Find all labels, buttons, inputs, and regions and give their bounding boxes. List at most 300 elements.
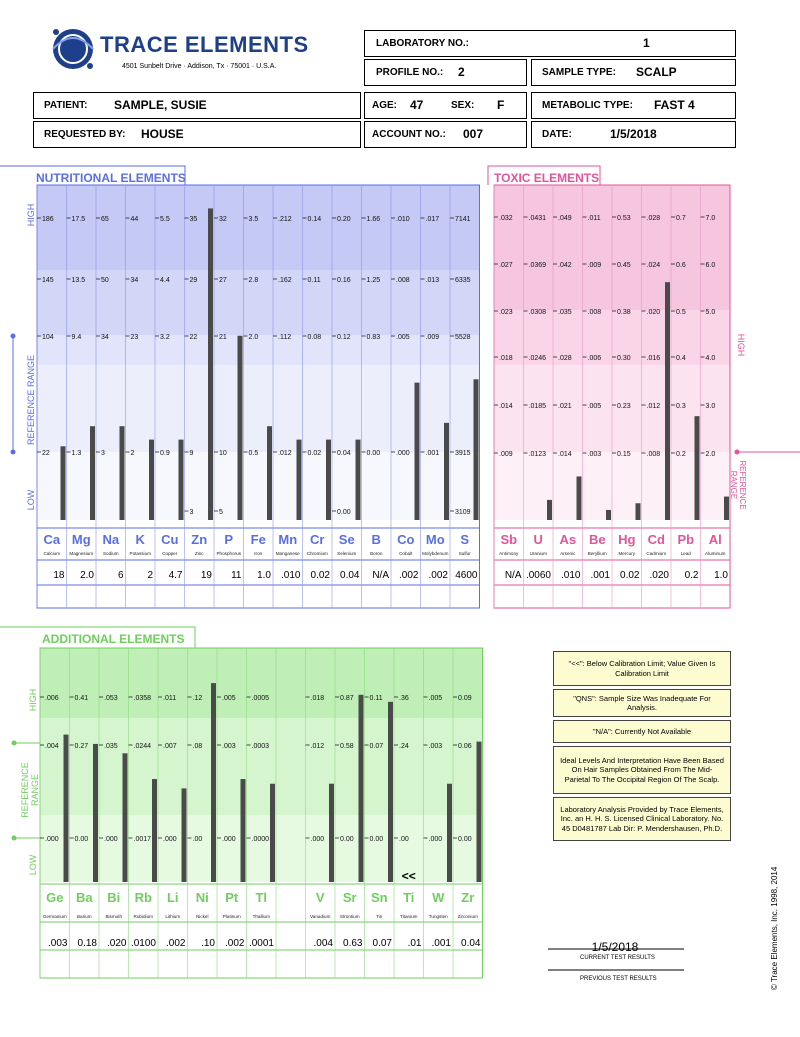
- toxic-tick-label: .016: [646, 355, 661, 362]
- nutritional-tick-label: 0.12: [337, 334, 351, 341]
- additional-bar: [447, 784, 452, 882]
- element-name: Magnesium: [69, 551, 94, 556]
- element-name: Molybdenum: [422, 551, 449, 556]
- toxic-tick-label: 6.0: [705, 262, 716, 269]
- nutritional-tick-label: 104: [42, 334, 54, 341]
- nutritional-bar: [415, 383, 420, 520]
- element-symbol: Mg: [71, 532, 91, 547]
- element-symbol: Pb: [677, 532, 695, 547]
- toxic-tick-label: 0.7: [676, 215, 686, 222]
- element-result: .010: [281, 570, 301, 581]
- additional-band: [40, 648, 483, 718]
- toxic-tick-label: .008: [646, 451, 661, 458]
- element-name: Antimony: [499, 551, 519, 556]
- additional-bar: [329, 784, 334, 882]
- nutritional-tick-label: 0.00: [337, 509, 351, 516]
- element-symbol: Ni: [195, 890, 209, 905]
- additional-range-label: REFERENCE: [20, 762, 30, 818]
- nutritional-tick-label: 9.4: [71, 334, 82, 341]
- nutritional-band: [37, 185, 480, 270]
- toxic-tick-label: .018: [499, 355, 513, 362]
- toxic-tick-label: .009: [499, 451, 513, 458]
- additional-tick-label: .0017: [133, 836, 152, 843]
- element-symbol: Zn: [191, 532, 208, 547]
- element-result: 2: [147, 570, 153, 581]
- element-result: .020: [649, 570, 669, 581]
- nutritional-tick-label: 3: [101, 450, 105, 457]
- element-name: Mercury: [618, 551, 636, 556]
- toxic-tick-label: .005: [587, 403, 602, 410]
- sex-value: F: [497, 98, 505, 112]
- nutritional-tick-label: 2.0: [248, 334, 259, 341]
- element-result: .001: [590, 570, 610, 581]
- nutritional-tick-label: 0.16: [337, 277, 351, 284]
- toxic-range-dot: [735, 450, 740, 455]
- additional-bar: [359, 695, 364, 882]
- element-symbol: Co: [397, 532, 415, 547]
- toxic-bar: [665, 282, 670, 520]
- nutritional-tick-label: 3: [189, 509, 194, 516]
- additional-tick-label: .005: [222, 695, 236, 702]
- additional-band: [40, 815, 483, 882]
- element-symbol: As: [559, 532, 577, 547]
- additional-tick-label: 0.00: [340, 836, 354, 843]
- nutritional-bar: [267, 426, 272, 520]
- element-name: Iron: [254, 551, 263, 556]
- element-name: Bismuth: [105, 914, 123, 919]
- element-symbol: Al: [708, 532, 722, 547]
- additional-bar: [123, 753, 128, 882]
- below-calibration-mark: <<: [401, 869, 416, 883]
- element-result: 0.04: [461, 938, 481, 949]
- nutritional-bar: [297, 440, 302, 520]
- additional-tick-label: .011: [163, 695, 177, 702]
- element-name: Chromium: [306, 551, 328, 556]
- toxic-tick-label: 0.5: [676, 309, 686, 316]
- copyright: © Trace Elements, Inc. 1998, 2014: [770, 866, 779, 990]
- element-name: Arsenic: [560, 551, 576, 556]
- toxic-tick-label: .003: [587, 451, 602, 458]
- nutritional-tick-label: .008: [396, 277, 410, 284]
- element-name: Copper: [162, 551, 178, 556]
- lab-no-label: LABORATORY NO.:: [376, 38, 469, 49]
- element-symbol: Mn: [278, 532, 298, 547]
- additional-tick-label: .003: [428, 743, 443, 750]
- element-symbol: B: [371, 532, 381, 547]
- additional-tick-label: .00: [192, 836, 203, 843]
- element-name: Titanium: [400, 914, 418, 919]
- age-value: 47: [410, 98, 424, 112]
- toxic-tick-label: .028: [646, 215, 661, 222]
- element-name: Strontium: [339, 914, 360, 919]
- nutritional-tick-label: 34: [130, 277, 139, 284]
- nutritional-tick-label: .212: [278, 216, 292, 223]
- nutritional-tick-label: 1.25: [366, 277, 381, 284]
- nutritional-range-dot: [11, 450, 16, 455]
- toxic-bar: [547, 500, 552, 520]
- company-address: 4501 Sunbelt Drive · Addison, Tx · 75001 · U.S.A.: [122, 63, 277, 70]
- nutritional-tick-label: .010: [396, 216, 410, 223]
- toxic-tick-label: .035: [558, 309, 572, 316]
- element-result: .002: [166, 938, 186, 949]
- toxic-tick-label: .006: [587, 355, 602, 362]
- additional-tick-label: 0.00: [369, 836, 384, 843]
- element-name: Selenium: [337, 551, 357, 556]
- element-name: Tungsten: [428, 914, 448, 919]
- note-qns: "QNS": Sample Size Was Inadequate For Analysis.: [553, 689, 731, 717]
- toxic-tick-label: .028: [558, 355, 572, 362]
- element-result: .001: [431, 938, 451, 949]
- metabolic-value: FAST 4: [654, 98, 695, 112]
- nutritional-tick-label: 13.5: [71, 277, 86, 284]
- additional-tick-label: 0.07: [369, 743, 384, 750]
- element-name: Aluminum: [705, 551, 726, 556]
- additional-tick-label: .0000: [251, 836, 270, 843]
- additional-tick-label: .035: [104, 743, 118, 750]
- toxic-bar: [695, 416, 700, 520]
- additional-high-label: HIGH: [28, 688, 38, 712]
- additional-tick-label: .0003: [251, 743, 270, 750]
- element-result: .10: [201, 938, 215, 949]
- nutritional-tick-label: 0.08: [307, 334, 322, 341]
- toxic-tick-label: 0.4: [676, 355, 686, 362]
- requested-label: REQUESTED BY:: [44, 129, 126, 140]
- additional-tick-label: .004: [45, 743, 59, 750]
- element-name: Lithium: [165, 914, 181, 919]
- nutritional-tick-label: 3.5: [248, 216, 259, 223]
- additional-tick-label: 0.58: [340, 743, 354, 750]
- nutritional-tick-label: 1.66: [366, 216, 381, 223]
- nutritional-tick-label: 50: [101, 277, 109, 284]
- toxic-tick-label: .020: [646, 309, 661, 316]
- nutritional-tick-label: 22: [42, 450, 50, 457]
- additional-bar: [64, 735, 69, 882]
- element-result: 4.7: [168, 570, 183, 581]
- additional-tick-label: 0.09: [458, 695, 472, 702]
- additional-band: [40, 718, 483, 815]
- element-name: Thallium: [252, 914, 270, 919]
- nutritional-tick-label: .012: [278, 450, 292, 457]
- element-symbol: Zr: [461, 890, 475, 905]
- toxic-bar: [724, 497, 729, 520]
- toxic-tick-label: .0431: [528, 215, 547, 222]
- nutritional-tick-label: 2.8: [248, 277, 259, 284]
- nutritional-tick-label: 23: [130, 334, 139, 341]
- toxic-tick-label: .032: [499, 215, 513, 222]
- element-result: 0.2: [684, 570, 699, 581]
- element-name: Zirconium: [457, 914, 478, 919]
- toxic-tick-label: 0.15: [617, 451, 631, 458]
- nutritional-bar: [326, 440, 331, 520]
- element-symbol: Li: [166, 890, 179, 905]
- toxic-tick-label: .0185: [528, 403, 547, 410]
- account-label: ACCOUNT NO.:: [372, 129, 446, 140]
- element-result: .020: [107, 938, 127, 949]
- nutritional-tick-label: 5: [219, 509, 223, 516]
- element-symbol: Na: [102, 532, 120, 547]
- toxic-tick-label: 4.0: [705, 355, 716, 362]
- nutritional-tick-label: .013: [425, 277, 440, 284]
- nutritional-tick-label: 145: [42, 277, 54, 284]
- sample-type-label: SAMPLE TYPE:: [542, 67, 616, 78]
- nutritional-tick-label: 1.3: [71, 450, 82, 457]
- additional-tick-label: .000: [104, 836, 118, 843]
- element-result: .01: [407, 938, 422, 949]
- nutritional-tick-label: 22: [189, 334, 198, 341]
- element-name: Cadmium: [646, 551, 667, 556]
- nutritional-tick-label: 65: [101, 216, 109, 223]
- element-result: 0.02: [310, 570, 330, 581]
- element-result: .004: [313, 938, 333, 949]
- element-result: 6: [117, 570, 124, 581]
- additional-tick-label: .000: [428, 836, 443, 843]
- element-name: Tin: [376, 914, 383, 919]
- element-symbol: S: [460, 532, 470, 547]
- element-symbol: V: [315, 890, 325, 905]
- additional-tick-label: .007: [163, 743, 177, 750]
- additional-range-dot: [12, 836, 17, 841]
- nutritional-tick-label: .162: [278, 277, 292, 284]
- toxic-title: TOXIC ELEMENTS: [494, 171, 600, 185]
- additional-tick-label: .08: [192, 743, 203, 750]
- additional-tick-label: 0.00: [74, 836, 89, 843]
- nutritional-tick-label: .112: [278, 334, 292, 341]
- nutritional-tick-label: 34: [101, 334, 109, 341]
- nutritional-tick-label: 0.5: [248, 450, 259, 457]
- additional-tick-label: .0358: [133, 695, 152, 702]
- nutritional-tick-label: 0.11: [307, 277, 321, 284]
- logo-emblem-icon: [48, 22, 98, 74]
- additional-tick-label: .006: [45, 695, 59, 702]
- element-result: .010: [561, 570, 581, 581]
- element-name: Boron: [370, 551, 383, 556]
- additional-bar: [270, 784, 275, 882]
- nutritional-tick-label: 0.00: [366, 450, 381, 457]
- toxic-tick-label: 2.0: [705, 451, 716, 458]
- element-symbol: Rb: [134, 890, 152, 905]
- toxic-tick-label: 5.0: [705, 309, 716, 316]
- additional-tick-label: 0.41: [74, 695, 89, 702]
- element-result: .0060: [525, 570, 551, 581]
- additional-range-dot: [12, 741, 17, 746]
- nutritional-tick-label: 5528: [455, 334, 471, 341]
- nutritional-tick-label: .017: [425, 216, 440, 223]
- additional-tick-label: .00: [399, 836, 409, 843]
- nutritional-tick-label: 5.5: [160, 216, 170, 223]
- nutritional-tick-label: 17.5: [71, 216, 86, 223]
- element-name: Lead: [680, 551, 691, 556]
- toxic-tick-label: .0246: [528, 355, 547, 362]
- age-label: AGE:: [372, 100, 397, 111]
- additional-tick-label: .24: [399, 743, 409, 750]
- additional-tick-label: .36: [399, 695, 409, 702]
- date-value: 1/5/2018: [610, 127, 657, 141]
- element-name: Sulfur: [458, 551, 471, 556]
- additional-low-label: LOW: [28, 854, 38, 876]
- additional-tick-label: .000: [45, 836, 59, 843]
- nutritional-tick-label: 3.2: [160, 334, 170, 341]
- element-name: Sodium: [102, 551, 119, 556]
- element-result: 0.18: [77, 938, 97, 949]
- nutritional-tick-label: 3915: [455, 450, 471, 457]
- toxic-tick-label: .049: [558, 215, 572, 222]
- element-symbol: U: [533, 532, 543, 547]
- additional-tick-label: 0.06: [458, 743, 472, 750]
- additional-bar: [388, 702, 393, 882]
- nutritional-tick-label: .001: [425, 450, 440, 457]
- additional-tick-label: .0005: [251, 695, 270, 702]
- additional-bar: [241, 779, 246, 882]
- nutritional-tick-label: 4.4: [160, 277, 170, 284]
- element-symbol: K: [135, 532, 145, 547]
- toxic-tick-label: 3.0: [705, 403, 716, 410]
- element-result: 11: [231, 570, 242, 581]
- element-name: Nickel: [195, 914, 209, 919]
- nutritional-bar: [238, 336, 243, 520]
- additional-tick-label: .003: [222, 743, 236, 750]
- toxic-tick-label: .0123: [528, 451, 547, 458]
- account-value: 007: [463, 127, 484, 141]
- toxic-tick-label: 0.38: [617, 309, 631, 316]
- additional-tick-label: 0.87: [340, 695, 354, 702]
- element-name: Potassium: [129, 551, 151, 556]
- nutritional-range-label: REFERENCE RANGE: [26, 354, 36, 446]
- nutritional-band: [37, 365, 480, 452]
- toxic-tick-label: 0.3: [676, 403, 686, 410]
- nutritional-tick-label: .000: [396, 450, 410, 457]
- element-result: 0.07: [372, 938, 392, 949]
- nutritional-tick-label: .009: [425, 334, 440, 341]
- element-symbol: Be: [588, 532, 606, 547]
- company-name: TRACE ELEMENTS: [100, 32, 309, 57]
- nutritional-low-label: LOW: [26, 489, 36, 511]
- nutritional-bar: [444, 423, 449, 520]
- toxic-tick-label: .012: [646, 403, 661, 410]
- element-result: 19: [200, 570, 212, 581]
- nutritional-bar: [120, 426, 125, 520]
- element-symbol: Se: [338, 532, 355, 547]
- nutritional-band: [37, 452, 480, 520]
- toxic-tick-label: .021: [558, 403, 572, 410]
- toxic-tick-label: .024: [646, 262, 661, 269]
- element-result: 18: [53, 570, 65, 581]
- element-symbol: Pt: [225, 890, 239, 905]
- company-logo: [48, 22, 309, 82]
- nutritional-tick-label: 35: [189, 216, 198, 223]
- element-symbol: P: [224, 532, 234, 547]
- note-laboratory: Laboratory Analysis Provided by Trace Elements, Inc. an H. H. S. Licensed Clinical Laboratory. No. 45 D0481787 Lab Dir: P. Mendershausen, Ph.D.: [553, 797, 731, 841]
- toxic-tick-label: .009: [587, 262, 602, 269]
- element-name: Vanadium: [310, 914, 331, 919]
- toxic-tick-label: .027: [499, 262, 513, 269]
- nutritional-tick-label: 0.04: [337, 450, 351, 457]
- toxic-high-label: HIGH: [736, 333, 746, 357]
- element-result: .002: [399, 570, 419, 581]
- element-result: .003: [48, 938, 68, 949]
- additional-tick-label: 0.00: [458, 836, 472, 843]
- nutritional-tick-label: 10: [219, 450, 227, 457]
- element-result: N/A: [372, 570, 389, 581]
- element-name: Cobalt: [399, 551, 413, 556]
- additional-tick-label: .12: [192, 695, 203, 702]
- toxic-tick-label: .014: [558, 451, 572, 458]
- element-symbol: Cu: [161, 532, 179, 547]
- element-result: 0.04: [340, 570, 360, 581]
- toxic-bar: [606, 510, 611, 520]
- element-result: 1.0: [257, 570, 271, 581]
- additional-tick-label: .000: [222, 836, 236, 843]
- patient-label: PATIENT:: [44, 100, 88, 111]
- nutritional-bar: [208, 208, 213, 520]
- toxic-tick-label: .023: [499, 309, 513, 316]
- additional-tick-label: 0.11: [369, 695, 383, 702]
- additional-tick-label: .012: [310, 743, 325, 750]
- toxic-tick-label: .014: [499, 403, 513, 410]
- nutritional-tick-label: 6335: [455, 277, 471, 284]
- toxic-tick-label: .008: [587, 309, 602, 316]
- element-name: Phosphorus: [216, 551, 242, 556]
- element-name: Rubidium: [133, 914, 153, 919]
- toxic-tick-label: .0369: [528, 262, 547, 269]
- element-symbol: Ti: [403, 890, 415, 905]
- element-symbol: Cd: [647, 532, 665, 547]
- nutritional-tick-label: 2: [130, 450, 135, 457]
- nutritional-range-dot: [11, 334, 16, 339]
- element-name: Manganese: [275, 551, 300, 556]
- element-symbol: W: [432, 890, 445, 905]
- element-symbol: Tl: [255, 890, 268, 905]
- metabolic-label: METABOLIC TYPE:: [542, 100, 633, 111]
- note-na: "N/A": Currently Not Available: [553, 720, 731, 743]
- nutritional-high-label: HIGH: [26, 203, 36, 227]
- element-name: Calcium: [43, 551, 61, 556]
- element-result: 0.02: [620, 570, 640, 581]
- element-symbol: Sn: [370, 890, 388, 905]
- patient-value: SAMPLE, SUSIE: [114, 98, 207, 112]
- element-name: Barium: [76, 914, 92, 919]
- toxic-tick-label: 0.2: [676, 451, 686, 458]
- toxic-bar: [577, 476, 582, 520]
- element-symbol: Bi: [107, 890, 121, 905]
- element-symbol: Sr: [342, 890, 357, 905]
- nutritional-tick-label: 7141: [455, 216, 471, 223]
- element-symbol: Sb: [500, 532, 518, 547]
- element-result: 0.63: [343, 938, 363, 949]
- toxic-tick-label: 0.53: [617, 215, 631, 222]
- toxic-tick-label: 0.30: [617, 355, 631, 362]
- nutritional-tick-label: 9: [189, 450, 194, 457]
- profile-no-value: 2: [458, 65, 465, 79]
- nutritional-bar: [474, 379, 479, 520]
- lab-no-value: 1: [643, 36, 650, 50]
- element-result: .0100: [130, 938, 156, 949]
- nutritional-tick-label: 21: [219, 334, 227, 341]
- element-symbol: Ba: [75, 890, 93, 905]
- previous-results-label: PREVIOUS TEST RESULTS: [580, 976, 657, 982]
- element-result: 2.0: [80, 570, 94, 581]
- additional-tick-label: .0244: [133, 743, 152, 750]
- element-result: 4600: [455, 570, 478, 581]
- nutritional-tick-label: 27: [219, 277, 227, 284]
- requested-value: HOUSE: [141, 127, 184, 141]
- element-result: 1.0: [714, 570, 728, 581]
- element-name: Beryllium: [587, 551, 607, 556]
- sample-type-value: SCALP: [636, 65, 677, 79]
- additional-title: ADDITIONAL ELEMENTS: [42, 632, 185, 646]
- element-result: N/A: [504, 570, 522, 581]
- toxic-tick-label: .042: [558, 262, 572, 269]
- toxic-range-label: REFERENCE: [738, 460, 747, 510]
